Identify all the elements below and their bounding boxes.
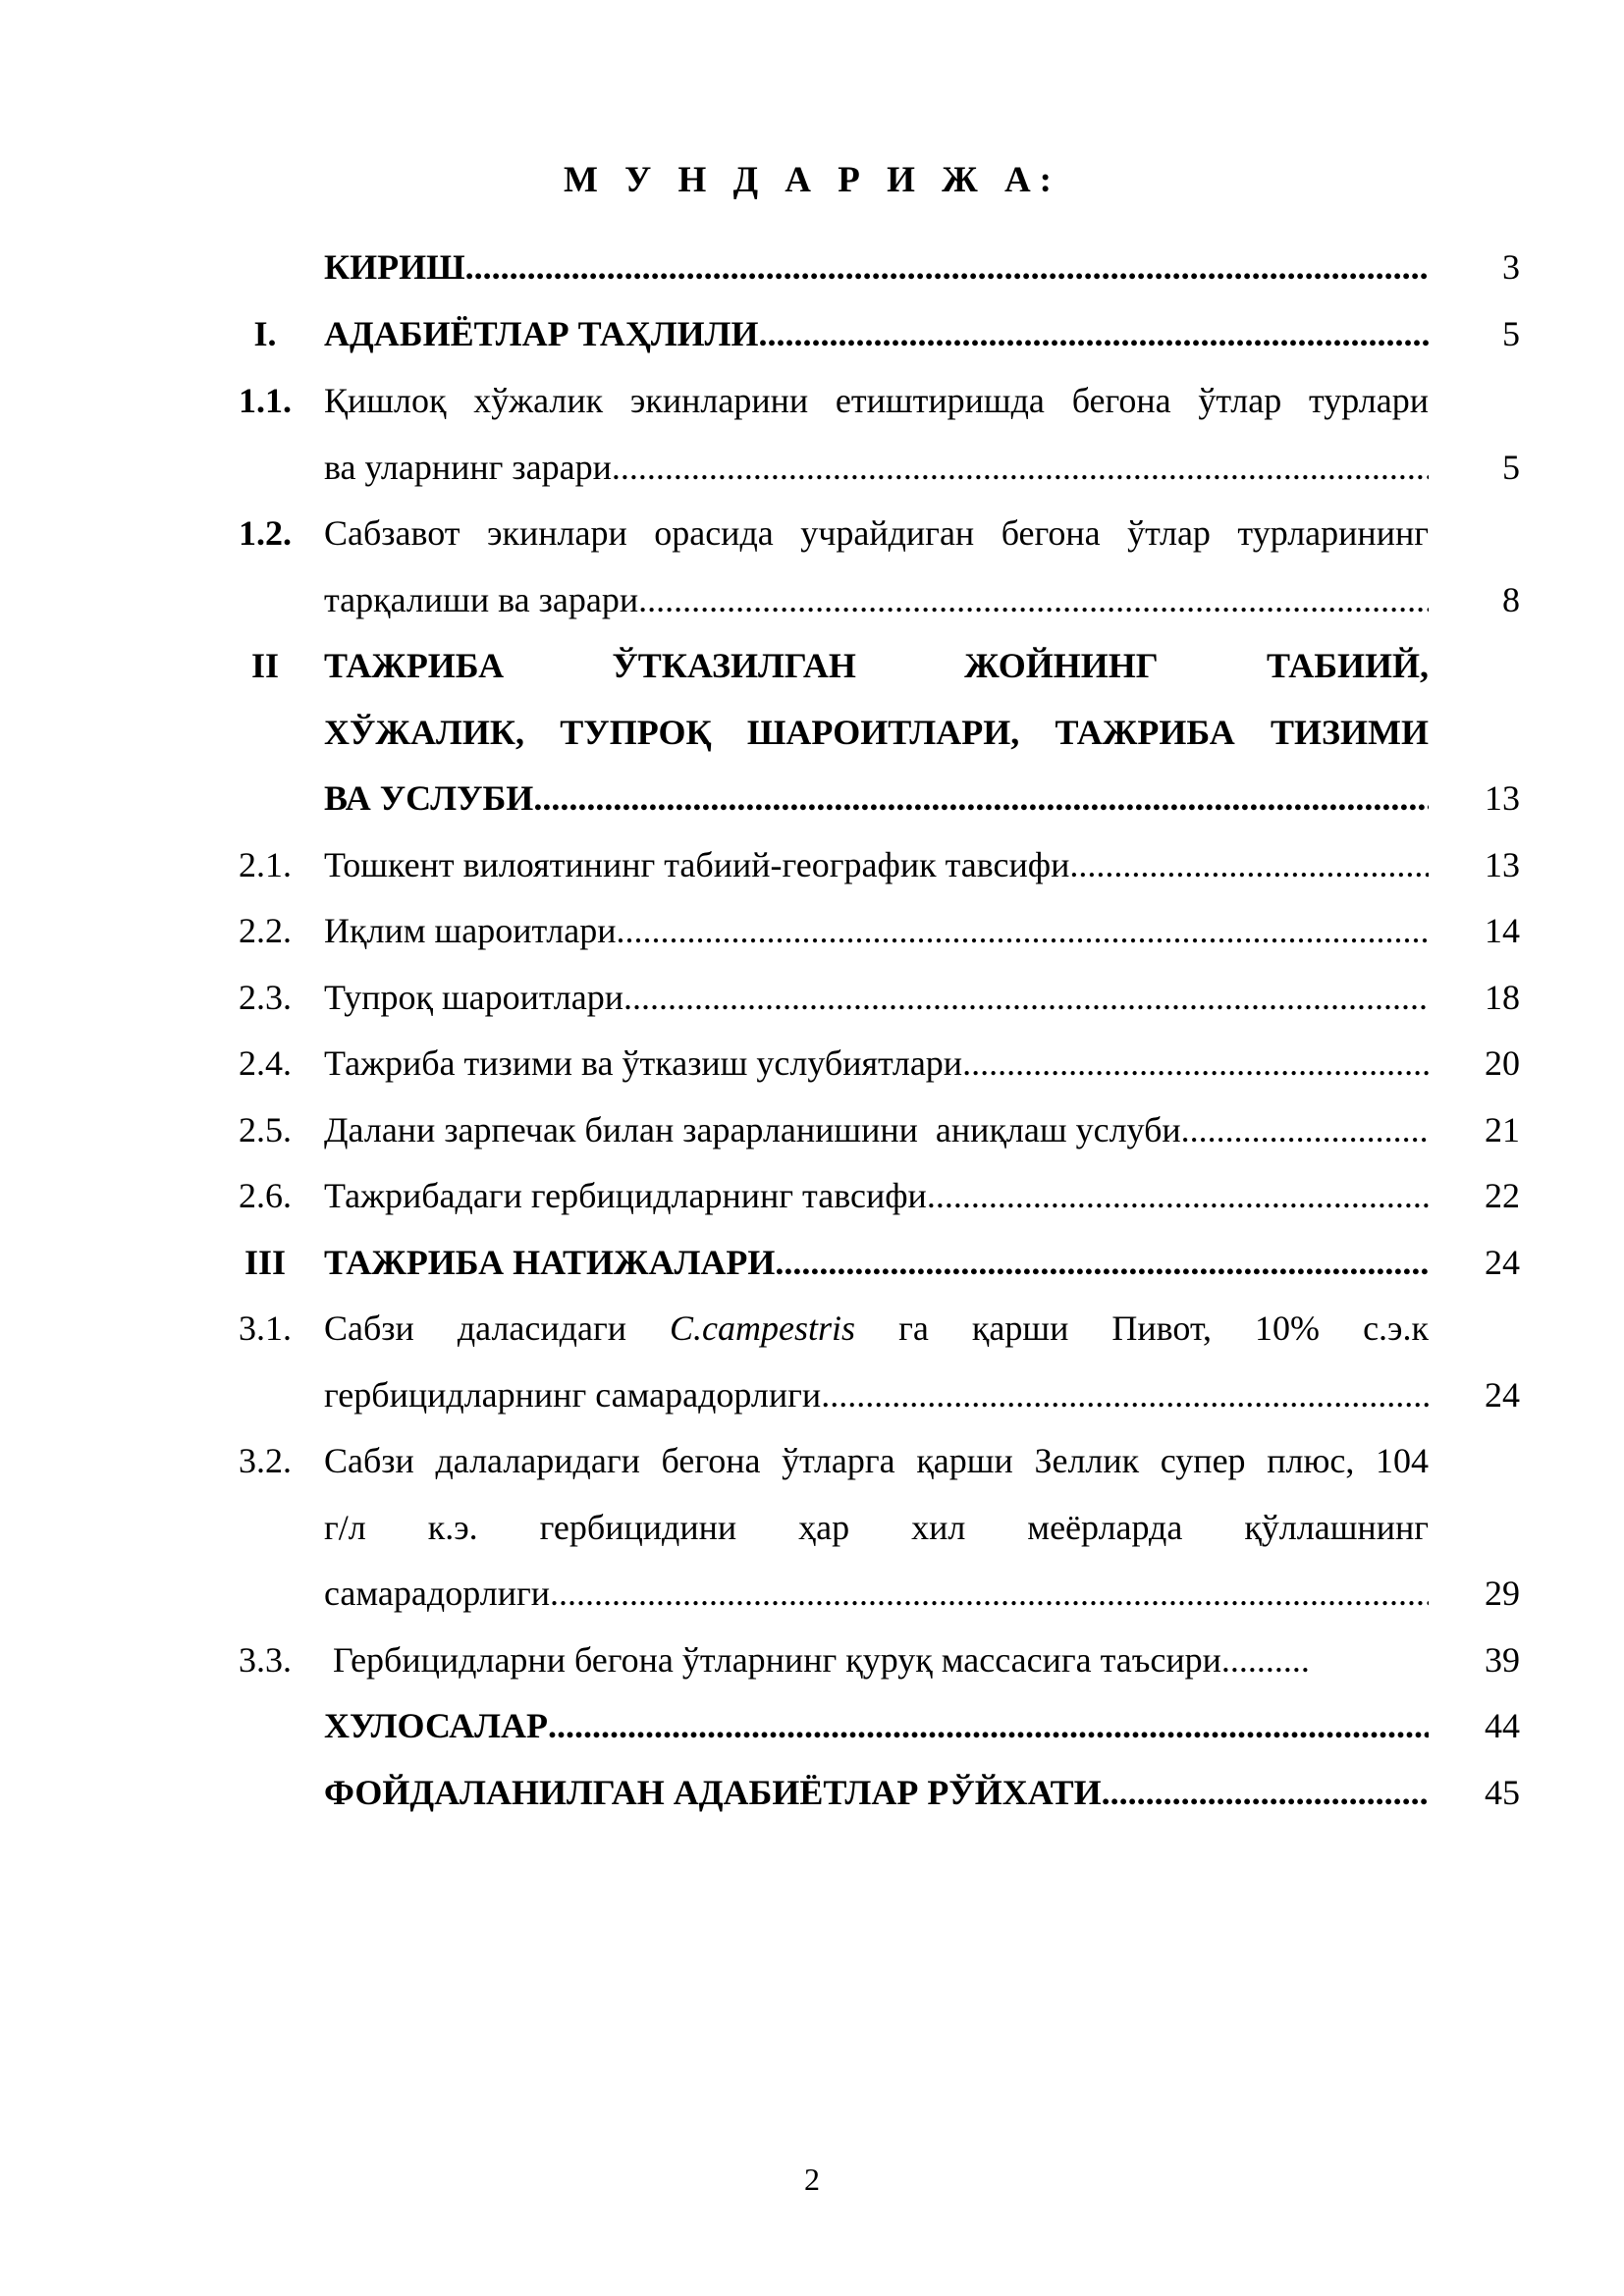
dot-leader — [550, 1566, 1429, 1621]
toc-entry-number: 2.3. — [239, 978, 292, 1017]
dot-leader — [927, 1168, 1429, 1223]
toc-entry-number: III — [244, 1243, 287, 1282]
toc-entry-number: 2.5. — [239, 1110, 292, 1149]
toc-entry-3-1-line1[interactable] — [0, 1301, 1624, 1356]
toc-entry-text-continued: ва уларнинг зарари — [324, 448, 612, 487]
toc-entry-text-continued: самарадорлиги — [324, 1574, 550, 1613]
toc-entry-page: 5 — [1502, 448, 1520, 487]
toc-entry-page: 44 — [1485, 1706, 1520, 1745]
toc-entry-page: 18 — [1485, 978, 1520, 1017]
toc-entry-number: 3.1. — [239, 1308, 292, 1348]
toc-entry-text — [324, 1301, 1429, 1356]
toc-entry-text: Иқлим шароитлари — [324, 911, 617, 950]
toc-entry-text: ХУЛОСАЛАР — [324, 1706, 548, 1745]
dot-leader — [1181, 1102, 1429, 1157]
toc-entry-number: I. — [253, 314, 277, 353]
dot-leader — [1102, 1765, 1429, 1820]
dot-leader — [821, 1367, 1429, 1422]
toc-entry-chapter-2-line1[interactable] — [0, 638, 1624, 693]
toc-entry-text-continued: ВА УСЛУБИ — [324, 778, 534, 818]
toc-entry-number: 3.3. — [239, 1640, 292, 1680]
species-name: C.campestris — [670, 1308, 856, 1348]
toc-entry-page: 21 — [1485, 1110, 1520, 1149]
toc-entry-2-6[interactable] — [0, 1168, 1624, 1223]
toc-entry-text-continued: ХЎЖАЛИК, ТУПРОҚ ШАРОИТЛАРИ, ТАЖРИБА ТИЗИМИ — [324, 713, 1429, 752]
toc-entry-2-5[interactable] — [0, 1102, 1624, 1157]
dot-leader — [623, 970, 1429, 1025]
toc-entry-text: Тажриба тизими ва ўтказиш услубиятлари — [324, 1043, 963, 1083]
toc-entry-text: КИРИШ — [324, 247, 465, 287]
dot-leader — [617, 903, 1429, 958]
toc-entry-number: II — [250, 646, 280, 685]
dot-leader — [775, 1235, 1429, 1290]
toc-entry-1-2-line2[interactable] — [0, 572, 1624, 627]
toc-entry-page: 14 — [1485, 911, 1520, 950]
toc-entry-number: 3.2. — [239, 1441, 292, 1480]
toc-entry-text-continued: тарқалиши ва зарари — [324, 580, 639, 619]
toc-entry-page: 24 — [1485, 1243, 1520, 1282]
toc-entry-2-1[interactable] — [0, 837, 1624, 892]
toc-entry-text: Қишлоқ хўжалик экинларини етиштиришда бегона ўтлар турлари — [324, 381, 1429, 420]
toc-entry-2-3[interactable] — [0, 970, 1624, 1025]
toc-entry-page: 39 — [1485, 1640, 1520, 1680]
toc-entry-references[interactable] — [0, 1765, 1624, 1820]
toc-entry-2-4[interactable] — [0, 1036, 1624, 1091]
toc-entry-chapter-2-line3[interactable] — [0, 771, 1624, 826]
dot-leader — [465, 240, 1429, 294]
toc-entry-text: ФОЙДАЛАНИЛГАН АДАБИЁТЛАР РЎЙХАТИ — [324, 1773, 1102, 1812]
toc-title: М У Н Д А Р И Ж А: — [563, 160, 1061, 200]
toc-entry-3-2-line3[interactable] — [0, 1566, 1624, 1621]
toc-entry-text: ТАЖРИБА ЎТКАЗИЛГАН ЖОЙНИНГ ТАБИИЙ, — [324, 646, 1429, 685]
toc-entry-chapter-3[interactable] — [0, 1235, 1624, 1290]
toc-entry-page: 13 — [1485, 778, 1520, 818]
toc-entry-page: 20 — [1485, 1043, 1520, 1083]
toc-entry-3-3[interactable] — [0, 1632, 1624, 1687]
toc-entry-2-2[interactable] — [0, 903, 1624, 958]
dot-leader — [533, 771, 1429, 826]
toc-entry-text-part: га қарши Пивот, 10% с.э.к — [855, 1308, 1429, 1348]
toc-entry-text: Далани зарпечак билан зарарланишини аниқлаш услуби — [324, 1110, 1181, 1149]
toc-entry-chapter-2-line2[interactable] — [0, 705, 1624, 760]
toc-entry-page: 5 — [1502, 314, 1520, 353]
dot-leader — [638, 572, 1429, 627]
toc-entry-1-1-line1[interactable] — [0, 373, 1624, 428]
toc-entry-page: 8 — [1502, 580, 1520, 619]
toc-entry-3-1-line2[interactable] — [0, 1367, 1624, 1422]
toc-entry-text: Тажрибадаги гербицидларнинг тавсифи — [324, 1176, 927, 1215]
toc-entry-number: 2.6. — [239, 1176, 292, 1215]
dot-leader — [1221, 1632, 1310, 1687]
toc-entry-text: Гербицидларни бегона ўтларнинг қуруқ массасига таъсири — [324, 1640, 1221, 1680]
toc-entry-page: 22 — [1485, 1176, 1520, 1215]
toc-entry-introduction[interactable] — [0, 240, 1624, 294]
toc-entry-page: 45 — [1485, 1773, 1520, 1812]
toc-entry-text: Тошкент вилоятининг табиий-географик тавсифи — [324, 845, 1070, 884]
dot-leader — [612, 440, 1429, 495]
toc-entry-text-continued: гербицидларнинг самарадорлиги — [324, 1375, 822, 1415]
toc-entry-page: 13 — [1485, 845, 1520, 884]
dot-leader — [962, 1036, 1429, 1091]
page-number: 2 — [804, 2162, 820, 2197]
toc-entry-number: 2.2. — [239, 911, 292, 950]
toc-entry-chapter-1[interactable] — [0, 306, 1624, 361]
toc-entry-1-2-line1[interactable] — [0, 506, 1624, 561]
toc-entry-page: 24 — [1485, 1375, 1520, 1415]
toc-entry-number: 2.1. — [239, 845, 292, 884]
toc-entry-number: 1.2. — [239, 513, 292, 553]
toc-entry-number: 1.1. — [239, 381, 292, 420]
toc-entry-number: 2.4. — [239, 1043, 292, 1083]
toc-entry-page: 3 — [1502, 247, 1520, 287]
toc-entry-conclusions[interactable] — [0, 1698, 1624, 1753]
toc-entry-text: Сабзавот экинлари орасида учрайдиган бегона ўтлар турларининг — [324, 513, 1429, 553]
toc-entry-3-2-line1[interactable] — [0, 1433, 1624, 1488]
toc-entry-text: Сабзи далаларидаги бегона ўтларга қарши Зеллик супер плюс, 104 — [324, 1441, 1429, 1480]
dot-leader — [1069, 837, 1429, 892]
toc-entry-page: 29 — [1485, 1574, 1520, 1613]
toc-entry-3-2-line2[interactable] — [0, 1500, 1624, 1555]
toc-entry-1-1-line2[interactable] — [0, 440, 1624, 495]
dot-leader — [758, 306, 1429, 361]
toc-entry-text: ТАЖРИБА НАТИЖАЛАРИ — [324, 1243, 776, 1282]
toc-entry-text: Тупроқ шароитлари — [324, 978, 623, 1017]
toc-entry-text-continued: г/л к.э. гербицидини ҳар хил меёрларда қўллашнинг — [324, 1508, 1429, 1547]
toc-entry-text-part: Сабзи даласидаги — [324, 1308, 671, 1348]
toc-entry-text: АДАБИЁТЛАР ТАҲЛИЛИ — [324, 314, 759, 353]
dot-leader — [548, 1698, 1429, 1753]
